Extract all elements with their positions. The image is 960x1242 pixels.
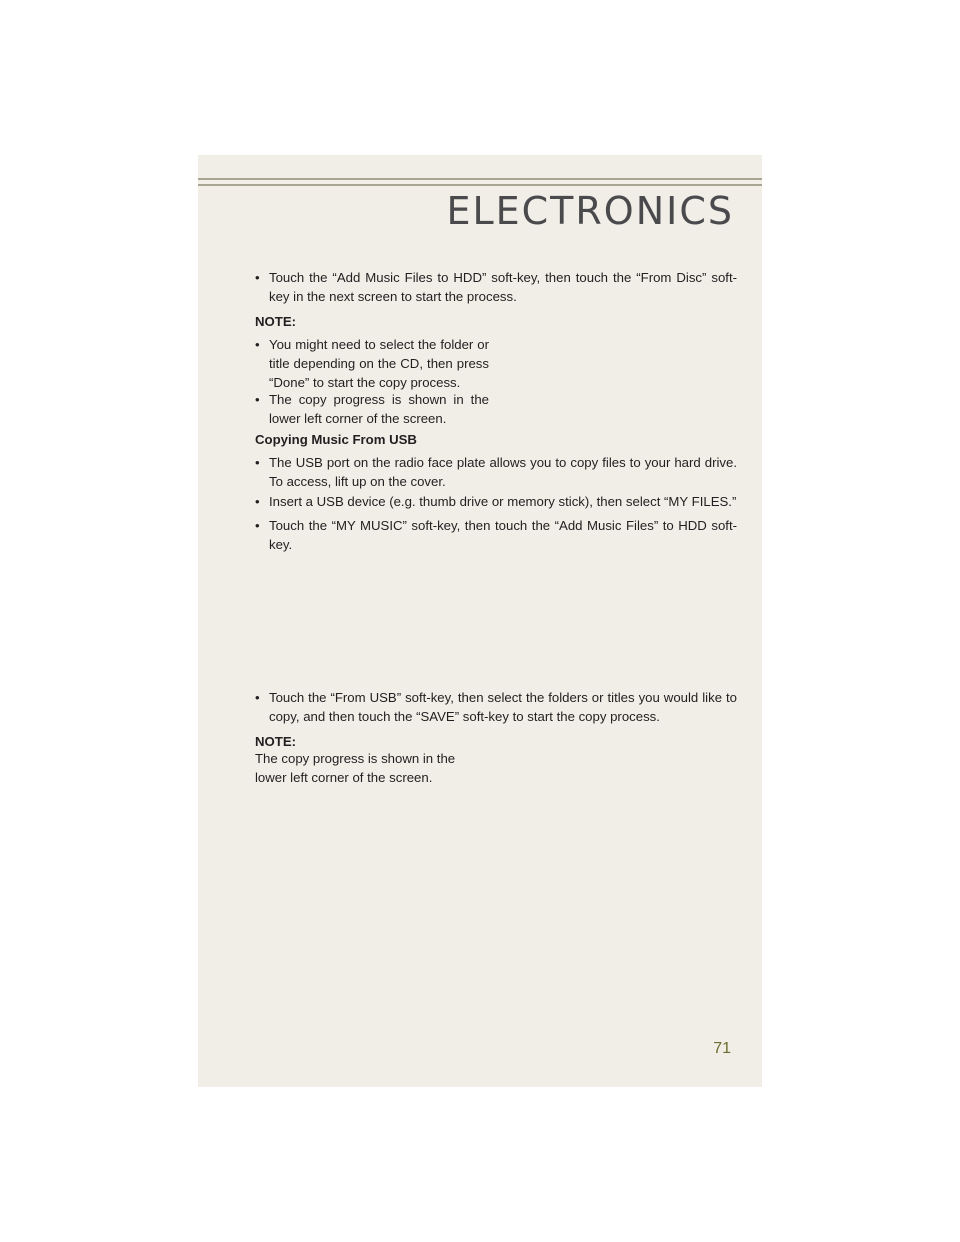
bullet-text: Touch the “MY MUSIC” soft-key, then touch the “Add Music Files” to HDD soft-key.	[269, 518, 737, 552]
bullet-dot: •	[255, 270, 260, 285]
bullet-dot: •	[255, 518, 260, 533]
bottom-note-text: The copy progress is shown in the lower left corner of the screen.	[255, 751, 456, 785]
bullet-text: You might need to select the folder or title depending on the CD, then press “Done” to start the copy process.	[269, 337, 489, 390]
usb-heading	[255, 430, 417, 449]
page-number: 71	[713, 1040, 731, 1057]
header-rule-bottom	[198, 184, 762, 186]
note-label-text: NOTE:	[255, 734, 297, 749]
bullet-dot: •	[255, 392, 260, 407]
bullet-text: Touch the “Add Music Files to HDD” soft-key, then touch the “From Disc” soft-key in the next screen to start the process.	[269, 270, 737, 304]
bullet-dot: •	[255, 494, 260, 509]
usb-item	[255, 453, 737, 491]
usb-heading-text: Copying Music From USB	[255, 432, 417, 447]
usb-item	[255, 516, 737, 554]
bottom-bullet	[255, 688, 737, 726]
bullet-text: Insert a USB device (e.g. thumb drive or memory stick), then select “MY FILES.”	[269, 494, 737, 509]
note-label	[255, 312, 296, 331]
bullet-text: The copy progress is shown in the lower left corner of the screen.	[269, 392, 489, 426]
manual-page	[198, 155, 762, 1087]
bullet-text: Touch the “From USB” soft-key, then select the folders or titles you would like to copy, and then touch the “SAVE” soft-key to start the copy process.	[269, 690, 737, 724]
bullet-dot: •	[255, 690, 260, 705]
usb-item	[255, 492, 737, 511]
bullet-dot: •	[255, 337, 260, 352]
note-item	[255, 390, 489, 428]
bullet-text: The USB port on the radio face plate allows you to copy files to your hard drive. To access, lift up on the cover.	[269, 455, 737, 489]
bullet-dot: •	[255, 455, 260, 470]
header-rule-top	[198, 178, 762, 180]
note-label-text: NOTE:	[255, 314, 297, 329]
section-title: ELECTRONICS	[446, 189, 734, 233]
note-item	[255, 335, 489, 392]
top-bullet	[255, 268, 737, 306]
